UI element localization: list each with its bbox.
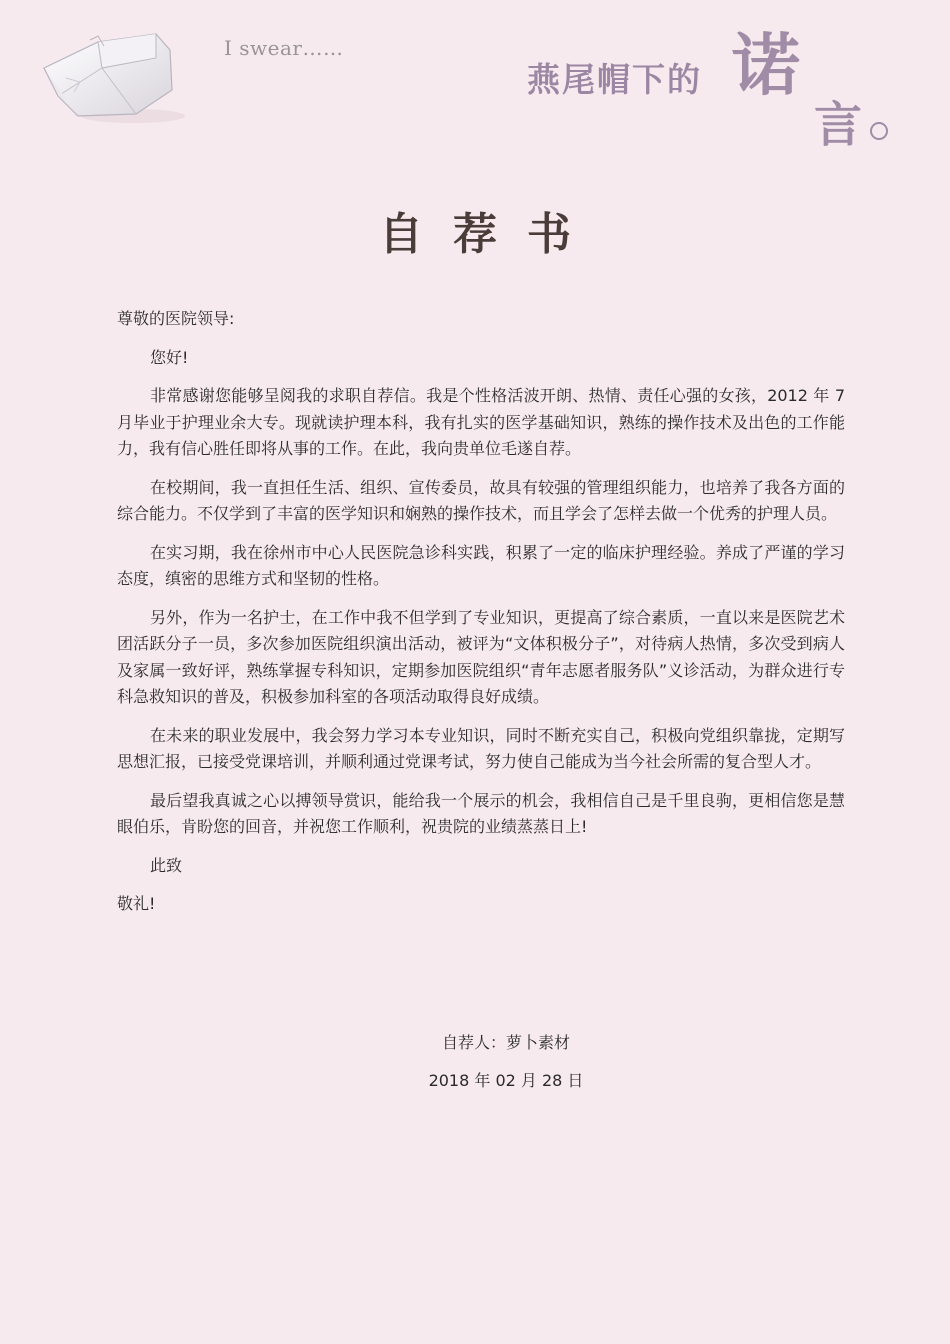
page-header <box>0 0 950 160</box>
signature-block <box>0 1030 950 1106</box>
closing-1: 此致 <box>150 855 183 875</box>
paragraph: 在校期间，我一直担任生活、组织、宣传委员，故具有较强的管理组织能力，也培养了我各方面的综合能力。不仅学到了丰富的医学知识和娴熟的操作技术，而且学会了怎样去做一个优秀的护理人员。 <box>117 477 845 523</box>
tagline: I swear…… <box>224 36 344 60</box>
greeting: 您好! <box>150 347 189 367</box>
paragraph: 最后望我真诚之心以搏领导赏识，能给我一个展示的机会，我相信自己是千里良驹，更相信您是慧眼伯乐，肯盼您的回音，并祝您工作顺利，祝贵院的业绩蒸蒸日上! <box>117 790 845 836</box>
paragraph: 另外，作为一名护士，在工作中我不但学到了专业知识，更提高了综合素质，一直以来是医院艺术团活跃分子一员，多次参加医院组织演出活动，被评为“文体积极分子”，对待病人热情，多次受到病人及家属一致好评，熟练掌握专科知识，定期参加医院组织“青年志愿者服务队”义诊活动，为群众进行专科急救知识的普及，积极参加科室的各项活动取得良好成绩。 <box>117 607 845 706</box>
brand-period-mark <box>870 122 888 140</box>
document-title: 自荐书 <box>379 209 601 260</box>
brand-large-char-1: 诺 <box>732 26 801 106</box>
brand-large-char-2: 言 <box>814 97 863 153</box>
signature-date: 2018 年 02 月 28 日 <box>428 1071 584 1090</box>
letter-body <box>117 306 845 930</box>
nurse-cap-icon <box>38 28 193 128</box>
signer-name: 自荐人：萝卜素材 <box>441 1033 570 1052</box>
brand-text: 燕尾帽下的 <box>527 60 702 99</box>
paragraph: 在未来的职业发展中，我会努力学习本专业知识，同时不断充实自己，积极向党组织靠拢，定期写思想汇报，已接受党课培训，并顺利通过党课考试，努力使自己能成为当今社会所需的复合型人才。 <box>117 725 845 771</box>
brand-logo <box>527 18 892 153</box>
paragraph: 非常感谢您能够呈阅我的求职自荐信。我是个性格活波开朗、热情、责任心强的女孩，2012 年 7 月毕业于护理业余大专。现就读护理本科，我有扎实的医学基础知识，熟练的操作技术及出色的工作能力，我有信心胜任即将从事的工作。在此，我向贵单位毛遂自荐。 <box>117 386 845 458</box>
closing-2: 敬礼! <box>117 894 156 913</box>
paragraph: 在实习期，我在徐州市中心人民医院急诊科实践，积累了一定的临床护理经验。养成了严谨的学习态度，缜密的思维方式和坚韧的性格。 <box>117 542 845 588</box>
salutation: 尊敬的医院领导: <box>117 309 235 328</box>
